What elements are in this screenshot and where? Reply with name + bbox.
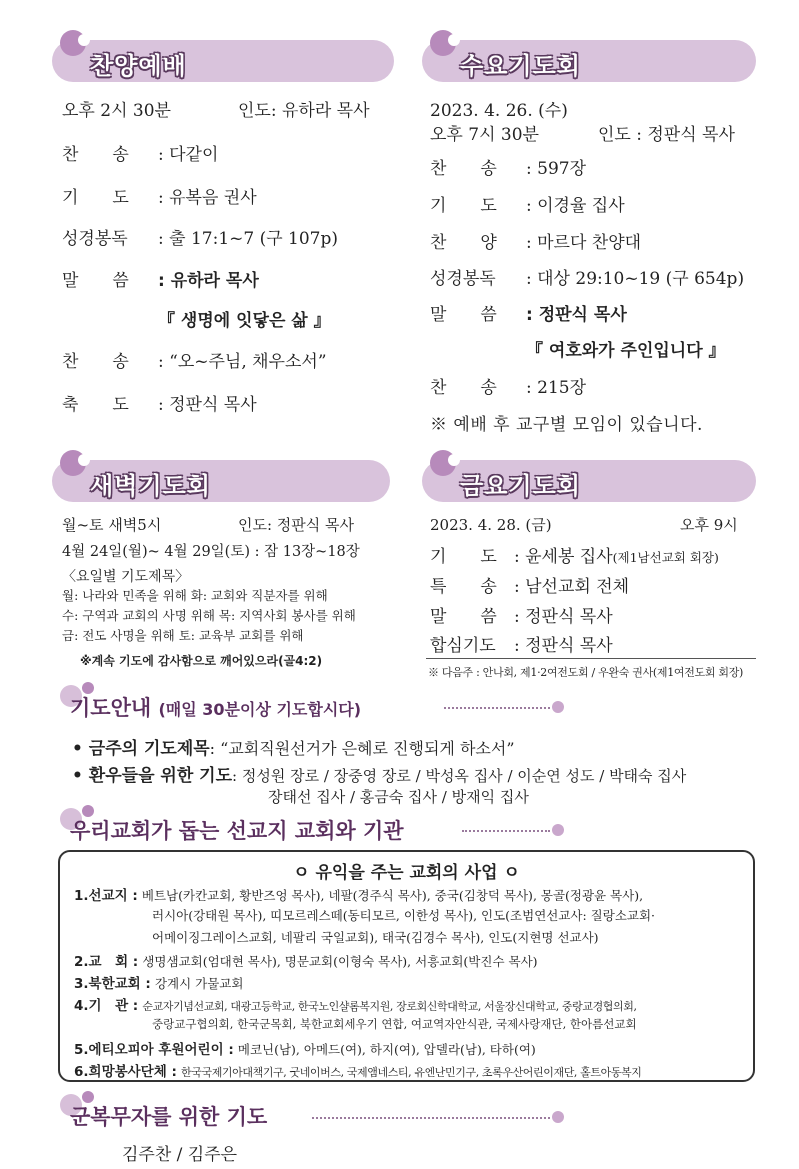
- section-subtitle: (매일 30분이상 기도합시다): [158, 700, 362, 719]
- section-header-dawn-prayer: [52, 460, 390, 502]
- order-value: : 다같이: [158, 145, 219, 165]
- section-header-wednesday-prayer: [422, 40, 756, 82]
- topic-line: 월: 나라와 민족을 위해 화: 교회와 직분자를 위해: [62, 588, 328, 603]
- decor-circle-icon: [78, 34, 90, 46]
- row-value: 러시아(강태원 목사), 띠모르레스떼(동티모르, 이한성 목사), 인도(조범연선교사: 질랑소교회·: [152, 908, 656, 923]
- order-label: 찬 송: [62, 352, 129, 372]
- order-label: 찬 송: [430, 378, 497, 398]
- item-value: : “교회직원선거가 은혜로 진행되게 하소서”: [209, 739, 515, 758]
- topic-line: 금: 전도 사명을 위해 토: 교육부 교회를 위해: [62, 628, 304, 643]
- order-item: [430, 572, 629, 597]
- decor-circle-icon: [448, 34, 460, 46]
- row-key: 5.에티오피아 후원어린이 :: [74, 1042, 234, 1058]
- row-value: 메코닌(남), 아메드(여), 하지(여), 압델라(남), 타하(여): [237, 1042, 536, 1057]
- section-header-friday-prayer: [422, 460, 756, 502]
- order-item: [62, 183, 257, 208]
- military-names: 김주찬 / 김주은: [122, 1145, 238, 1165]
- missions-title: 우리교회가 돕는 선교지 교회와 기관: [70, 819, 404, 843]
- decor-circle-icon: [448, 454, 460, 466]
- decor-circle-icon: [552, 824, 564, 836]
- order-value: : 이경율 집사: [526, 196, 625, 216]
- dotted-rule: [462, 830, 550, 832]
- bullet-icon: •: [72, 766, 89, 786]
- section-title: 금요기도회: [460, 472, 581, 500]
- order-label: 성경봉독: [62, 229, 128, 249]
- order-value: : 215장: [526, 378, 587, 398]
- military-title: 군복무자를 위한 기도: [70, 1105, 268, 1129]
- topics-title: 〈요일별 기도제목〉: [62, 569, 190, 585]
- order-value: : 윤세봉 집사: [514, 547, 613, 567]
- decor-circle-icon: [552, 701, 564, 713]
- row-key: 4.기 관 :: [74, 998, 139, 1014]
- order-value: : 정판식 목사: [514, 607, 613, 627]
- order-item: [430, 264, 744, 289]
- service-date: 2023. 4. 26. (수): [430, 101, 568, 121]
- order-item: [430, 154, 586, 179]
- order-label: 말 씀: [62, 271, 129, 291]
- order-item: [430, 602, 613, 627]
- section-title: 기도안내: [70, 696, 152, 720]
- sermon-title: 『 여호와가 주인입니다 』: [526, 341, 726, 361]
- row-value: 베트남(카칸교회, 황반즈엉 목사), 네팔(경주식 목사), 중국(김창덕 목사), 몽골(정광윤 목사),: [141, 888, 644, 903]
- mission-row: [152, 1016, 637, 1032]
- row-key: 1.선교지 :: [74, 888, 138, 904]
- row-key: 2.교 회 :: [74, 954, 139, 970]
- order-item: [62, 347, 327, 372]
- service-time: 오후 7시 30분: [430, 125, 539, 145]
- service-time: 오후 2시 30분: [62, 101, 171, 121]
- order-value: : 유복음 권사: [158, 188, 257, 208]
- section-title: 새벽기도회: [90, 472, 211, 500]
- mission-row: [74, 884, 643, 904]
- order-value: : 유하라 목사: [158, 271, 259, 291]
- mission-row: [74, 1038, 536, 1058]
- order-item: [62, 390, 257, 415]
- mission-row: [74, 1060, 641, 1080]
- patients-line2: 장태선 집사 / 홍금숙 집사 / 방재익 집사: [268, 788, 529, 806]
- service-leader: 인도 : 정판식 목사: [598, 125, 735, 145]
- row-value: 한국국제기아대책기구, 굿네이버스, 국제앰네스티, 유엔난민기구, 초록우산어린이재단, 홀트아동복지: [181, 1066, 642, 1079]
- order-item: [430, 542, 719, 567]
- order-label: 말 씀: [430, 607, 497, 627]
- section-title: 수요기도회: [460, 52, 581, 80]
- section-header-sunday-worship: [52, 40, 394, 82]
- mission-row: [152, 906, 655, 924]
- order-label: 축 도: [62, 395, 129, 415]
- missions-box: [58, 850, 755, 1082]
- order-label: 찬 송: [62, 145, 129, 165]
- topic-line: 수: 구역과 교회의 사명 위해 목: 지역사회 봉사를 위해: [62, 608, 356, 623]
- mission-row: [74, 972, 243, 992]
- order-value: : 마르다 찬양대: [526, 233, 642, 253]
- order-item: [430, 373, 586, 398]
- prayer-item-week: [72, 734, 515, 759]
- dotted-rule: [444, 707, 550, 709]
- mission-row: [74, 994, 637, 1014]
- prayer-item-patients: [72, 761, 686, 786]
- item-label: 환우들을 위한 기도: [88, 766, 233, 786]
- row-value: 강계시 가물교회: [154, 976, 244, 991]
- reading-range: 4월 24일(월)~ 4월 29일(토) : 잠 13장~18장: [62, 544, 360, 560]
- order-label: 기 도: [62, 188, 129, 208]
- order-label: 성경봉독: [430, 269, 496, 289]
- dotted-rule: [312, 1117, 550, 1119]
- order-label: 합심기도: [430, 636, 496, 656]
- mission-row: [152, 928, 599, 946]
- row-key: 6.희망봉사단체 :: [74, 1064, 177, 1080]
- service-time: 오후 9시: [680, 516, 738, 534]
- item-value: : 정성원 장로 / 장중영 장로 / 박성옥 집사 / 이순연 성도 / 박태숙 집사: [232, 767, 687, 785]
- order-value: : 597장: [526, 159, 587, 179]
- order-label: 기 도: [430, 547, 497, 567]
- order-value: : “오~주님, 채우소서”: [158, 352, 327, 372]
- order-value: : 남선교회 전체: [514, 577, 630, 597]
- order-label: 특 송: [430, 577, 497, 597]
- order-item: [62, 266, 259, 291]
- row-value: 어메이징그레이스교회, 네팔리 국일교회), 태국(김경수 목사), 인도(지현명 선교사): [152, 930, 599, 945]
- service-time: 월~토 새벽5시: [62, 516, 162, 534]
- order-label: 말 씀: [430, 305, 497, 325]
- sermon-title: 『 생명에 잇닿은 삶 』: [158, 311, 331, 331]
- order-item: [430, 300, 627, 325]
- order-item: [62, 224, 338, 249]
- order-value: : 정판식 목사: [158, 395, 257, 415]
- mission-row: [74, 950, 538, 970]
- notice-text: ※ 예배 후 교구별 모임이 있습니다.: [430, 415, 703, 435]
- order-value: : 정판식 목사: [514, 636, 613, 656]
- section-title: 찬양예배: [90, 52, 187, 80]
- service-date: 2023. 4. 28. (금): [430, 516, 552, 534]
- verse-text: ※계속 기도에 감사함으로 깨어있으라(골4:2): [80, 654, 323, 668]
- service-leader: 인도: 정판식 목사: [238, 516, 355, 534]
- decor-circle-icon: [552, 1111, 564, 1123]
- bullet-icon: •: [72, 739, 89, 759]
- row-value: 중랑교구협의회, 한국군목회, 북한교회세우기 연합, 여교역자안식관, 국제사랑재단, 한아름선교회: [152, 1017, 637, 1031]
- order-label: 찬 양: [430, 233, 497, 253]
- order-item: [430, 631, 613, 656]
- order-item: [62, 140, 218, 165]
- divider: [426, 658, 756, 659]
- order-label: 찬 송: [430, 159, 497, 179]
- next-week-note: ※ 다음주 : 안나회, 제1·2여전도회 / 우완숙 권사(제1여전도회 회장): [428, 666, 744, 679]
- item-label: 금주의 기도제목: [88, 739, 210, 759]
- decor-circle-icon: [78, 454, 90, 466]
- row-value: 순교자기념선교회, 대광고등학교, 한국노인샬롬복지원, 장로회신학대학교, 서울장신대학교, 중랑교경협의회,: [142, 1000, 637, 1013]
- order-value: : 출 17:1~7 (구 107p): [158, 229, 339, 249]
- prayer-guide-title: [70, 692, 361, 722]
- order-value: : 대상 29:10~19 (구 654p): [526, 269, 745, 289]
- order-label: 기 도: [430, 196, 497, 216]
- order-item: [430, 191, 625, 216]
- service-leader: 인도: 유하라 목사: [238, 101, 370, 121]
- row-key: 3.북한교회 :: [74, 976, 151, 992]
- row-value: 생명샘교회(엄대현 목사), 명문교회(이형숙 목사), 서흥교회(박진수 목사): [142, 954, 538, 969]
- order-item: [430, 228, 641, 253]
- order-note: (제1남선교회 회장): [612, 550, 719, 565]
- order-value: : 정판식 목사: [526, 305, 627, 325]
- box-title: ㅇ 유익을 주는 교회의 사업 ㅇ: [293, 863, 520, 883]
